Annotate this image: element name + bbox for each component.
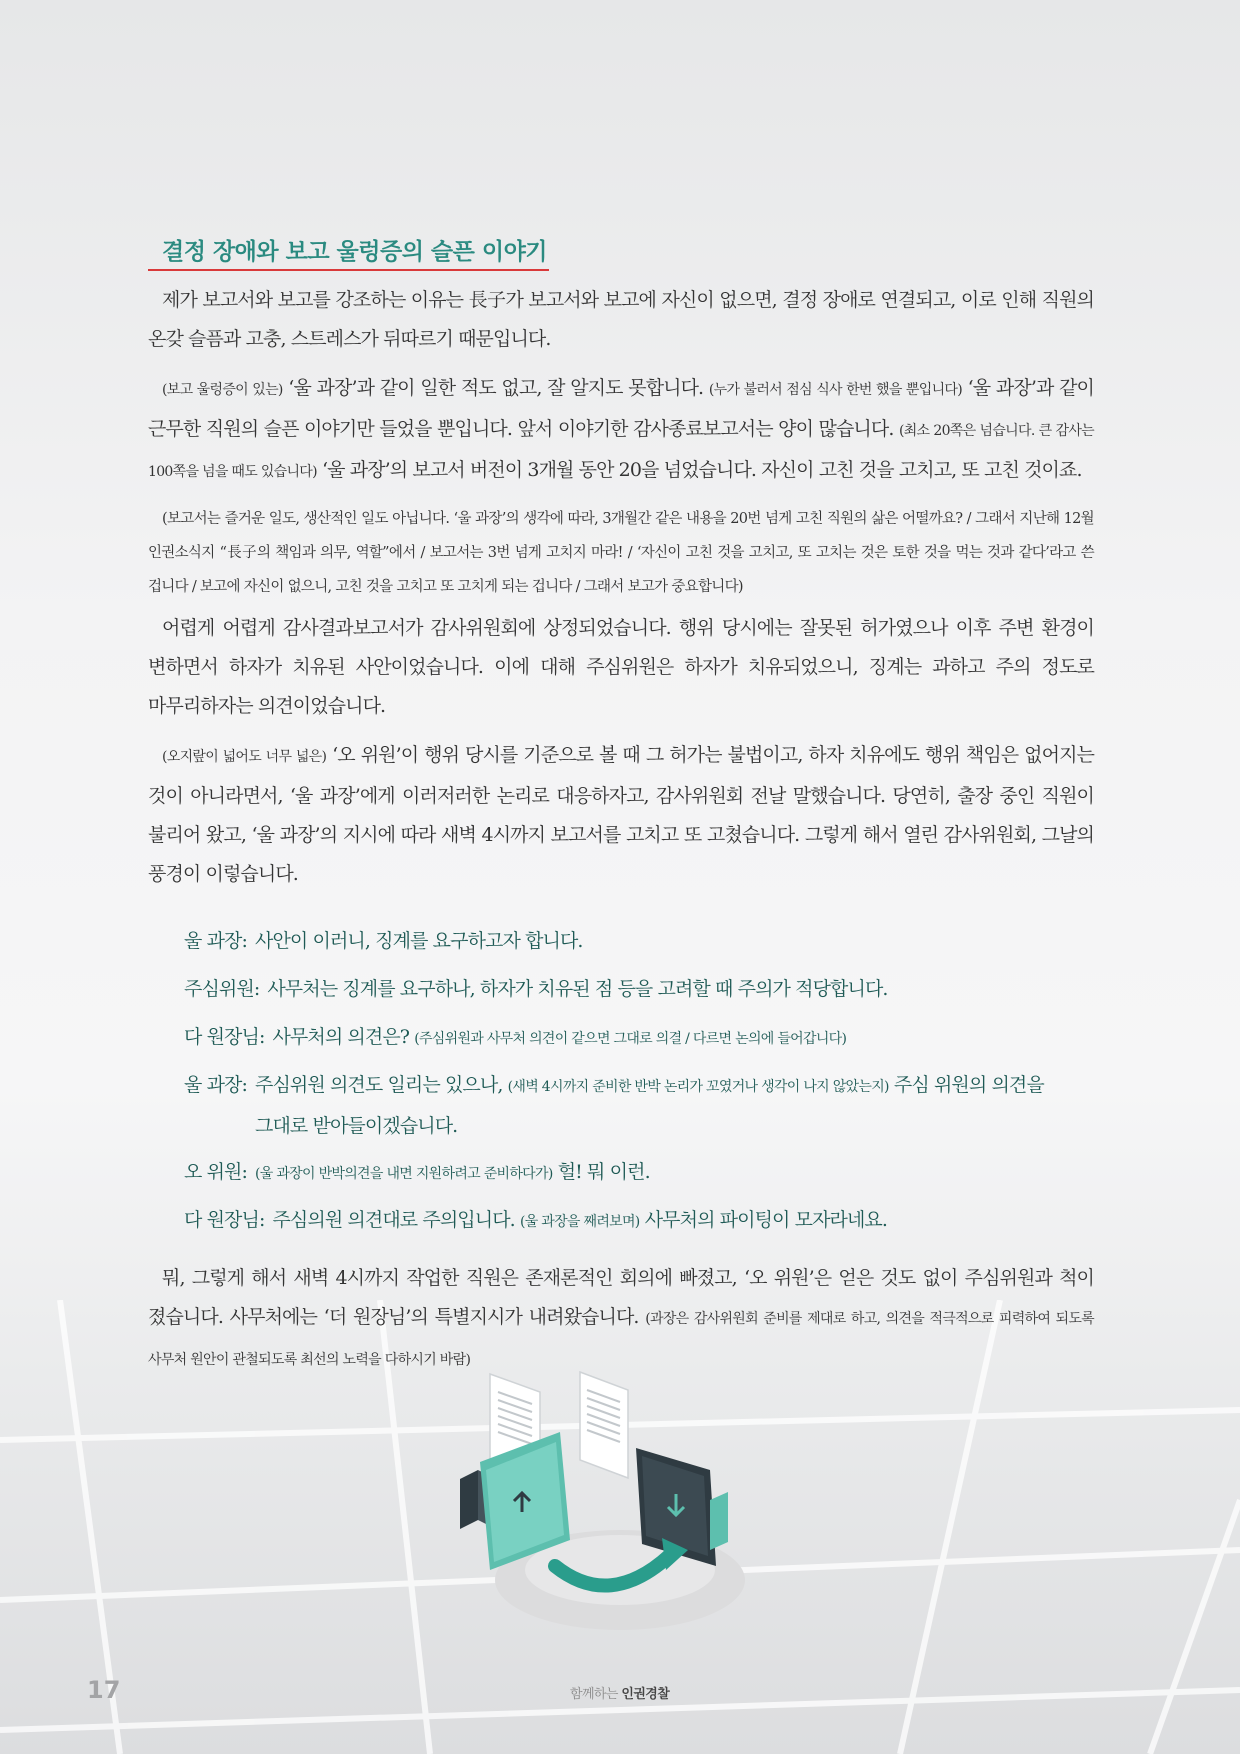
dialog-line: 울 과장: 사안이 이러니, 징계를 요구하고자 합니다.	[184, 922, 1094, 963]
dialog-line: 다 원장님: 주심의원 의견대로 주의입니다. (울 과장을 째려보며) 사무처의 파이팅이 모자라네요.	[184, 1201, 1094, 1242]
paragraph-report-versions: (보고 울렁증이 있는) ‘울 과장’과 같이 일한 적도 없고, 잘 알지도 못합니다. (누가 불러서 점심 식사 한번 했을 뿐입니다) ‘울 과장’과 같이 근무한 직원의 슬픈 이야기만 들었을 뿐입니다. 앞서 이야기한 감사종료보고서는 양이 많습니다. (최소 20쪽은 넘습니다. 큰 감사는 100쪽을 넘을 때도 있습니다) ‘울 과장’의 보고서 버전이 3개월 동안 20을 넘었습니다. 자신이 고친 것을 고치고, 또 고친 것이죠.	[148, 377, 1094, 481]
dialog-speaker: 울 과장:	[184, 1074, 248, 1096]
section-heading: 결정 장애와 보고 울렁증의 슬픈 이야기	[148, 233, 549, 271]
dialog-line: 울 과장: 주심위원 의견도 일리는 있으나, (새벽 4시까지 준비한 반박 논리가 꼬였거나 생각이 나지 않았는지) 주심 위원의 의견을 그대로 받아들이겠습니다.	[184, 1066, 1094, 1146]
document-exchange-illustration	[460, 1370, 780, 1630]
aside-note: (오지랖이 넓어도 너무 넓은)	[162, 749, 327, 765]
aside-note: (보고 울렁증이 있는)	[162, 382, 283, 398]
dialog-line: 다 원장님: 사무처의 의견은? (주심위원과 사무처 의견이 같으면 그대로 의결 / 다르면 논의에 들어갑니다)	[184, 1018, 1094, 1059]
paragraph-intro: 제가 보고서와 보고를 강조하는 이유는 長子가 보고서와 보고에 자신이 없으면, 결정 장애로 연결되고, 이로 인해 직원의 온갖 슬픔과 고충, 스트레스가 뒤따르기 때문입니다.	[148, 289, 1094, 350]
paragraph-conclusion: 뭐, 그렇게 해서 새벽 4시까지 작업한 직원은 존재론적인 회의에 빠졌고, ‘오 위원’은 얻은 것도 없이 주심위원과 척이 졌습니다. 사무처에는 ‘더 원장님’의 특별지시가 내려왔습니다. (과장은 감사위원회 준비를 제대로 하고, 의견을 적극적으로 피력하여 되도록 사무처 원안이 관철되도록 최선의 노력을 다하시기 바람)	[148, 1267, 1095, 1368]
dialog-block	[184, 922, 1094, 1242]
dialog-speaker: 다 원장님:	[184, 1209, 265, 1231]
publication-prefix: 함께하는	[570, 1687, 618, 1702]
dialog-speaker: 다 원장님:	[184, 1026, 265, 1048]
dialog-line: 오 위원: (울 과장이 반박의견을 내면 지원하려고 준비하다가) 헐! 뭐 이런.	[184, 1153, 1094, 1194]
dialog-line: 주심위원: 사무처는 징계를 요구하나, 하자가 치유된 점 등을 고려할 때 주의가 적당합니다.	[184, 970, 1094, 1011]
paragraph-committee-scene: (오지랖이 넓어도 너무 넓은) ‘오 위원’이 행위 당시를 기준으로 볼 때 그 허가는 불법이고, 하자 치유에도 행위 책임은 없어지는 것이 아니라면서, ‘울 과장’에게 이러저러한 논리로 대응하자고, 감사위원회 전날 말했습니다. 당연히, 출장 중인 직원이 불리어 왔고, ‘울 과장’의 지시에 따라 새벽 4시까지 보고서를 고치고 또 고쳤습니다. 그렇게 해서 열린 감사위원회, 그날의 풍경이 이렇습니다.	[148, 744, 1094, 885]
dialog-speaker: 오 위원:	[184, 1161, 248, 1183]
page-number: 17	[87, 1676, 121, 1704]
publication-name: 인권경찰	[621, 1687, 670, 1702]
aside-note: (누가 불러서 점심 식사 한번 했을 뿐입니다)	[708, 382, 962, 398]
aside-note: (과장은 감사위원회 준비를 제대로 하고, 의견을 적극적으로 피력하여 되도록 사무처 원안이 관철되도록 최선의 노력을 다하시기 바람)	[148, 1311, 1095, 1368]
dialog-speaker: 울 과장:	[184, 930, 248, 952]
aside-note: (최소 20쪽은 넘습니다. 큰 감사는 100쪽을 넘을 때도 있습니다)	[148, 423, 1094, 480]
article	[148, 233, 1094, 1380]
paragraph-side-note: (보고서는 즐거운 일도, 생산적인 일도 아닙니다. ‘울 과장’의 생각에 따라, 3개월간 같은 내용을 20번 넘게 고친 직원의 삶은 어떨까요? / 그래서 지난해 12월 인권소식지 “長子의 책임과 의무, 역할”에서 / 보고서는 3번 넘게 고치지 마라! / ‘자신이 고친 것을 고치고, 또 고치는 것은 토한 것을 먹는 것과 같다’라고 쓴 겁니다 / 보고에 자신이 없으니, 고친 것을 고치고 또 고치게 되는 겁니다 / 그래서 보고가 중요합니다)	[148, 511, 1094, 595]
dialog-speaker: 주심위원:	[184, 978, 260, 1000]
paragraph-audit-committee: 어렵게 어렵게 감사결과보고서가 감사위원회에 상정되었습니다. 행위 당시에는 잘못된 허가였으나 이후 주변 환경이 변하면서 하자가 치유된 사안이었습니다. 이에 대해 주심위원은 하자가 치유되었으니, 징계는 과하고 주의 정도로 마무리하자는 의견이었습니다.	[148, 617, 1094, 717]
publication-footer	[570, 1683, 669, 1702]
